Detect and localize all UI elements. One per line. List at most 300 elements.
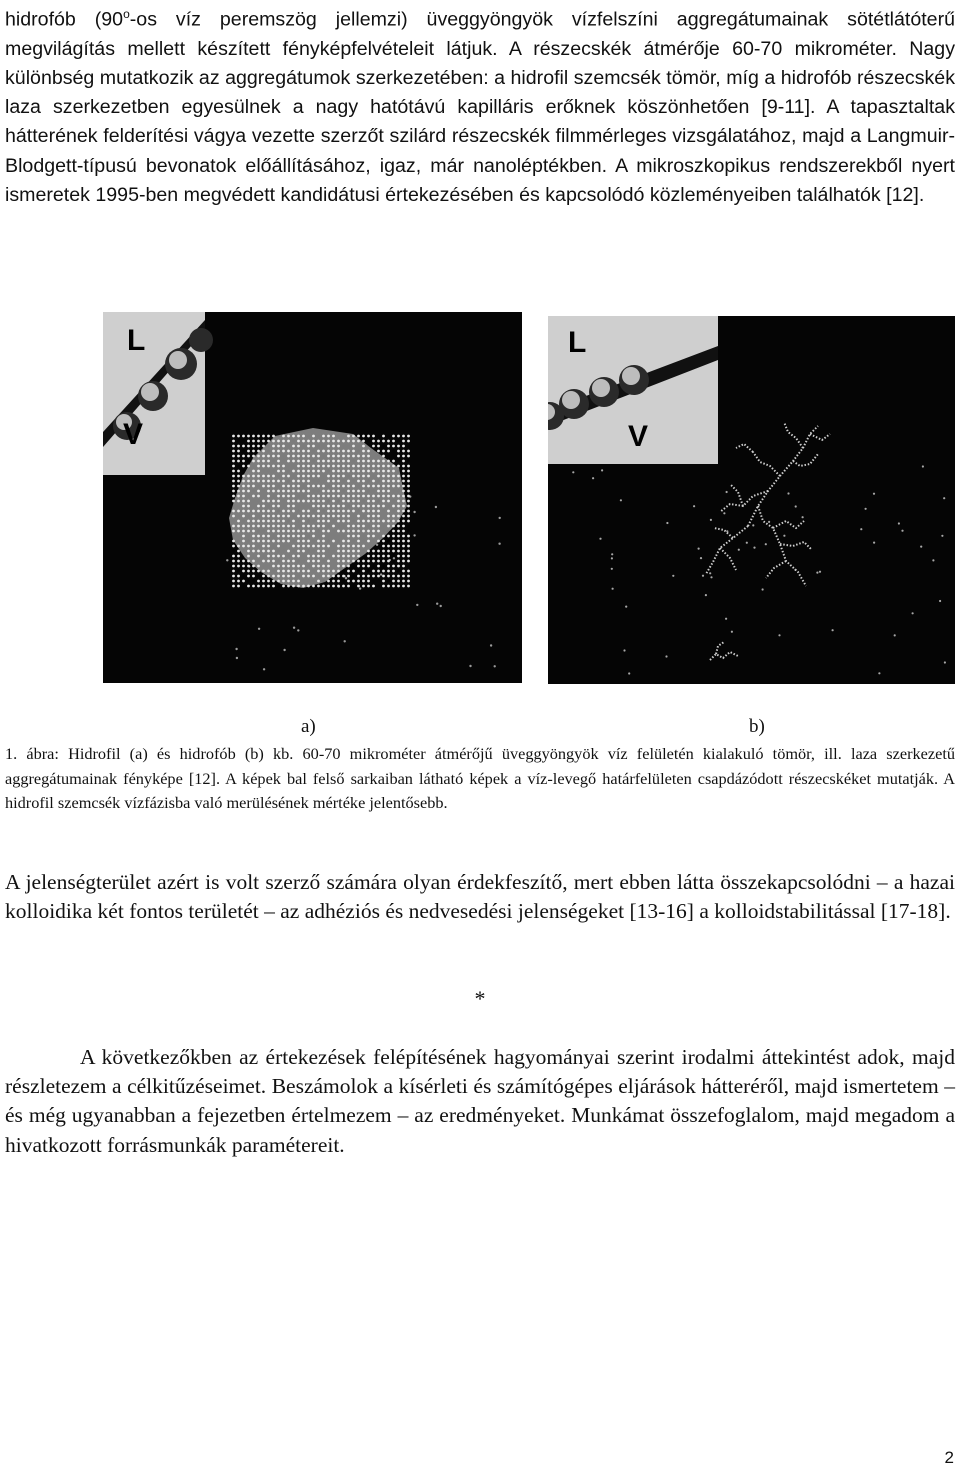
particle xyxy=(277,450,280,453)
particle xyxy=(272,500,275,503)
particle xyxy=(392,525,395,528)
particle xyxy=(302,565,305,568)
particle xyxy=(337,505,340,508)
particle xyxy=(397,540,400,543)
particle xyxy=(377,465,380,468)
particle xyxy=(232,455,235,458)
particle xyxy=(352,500,355,503)
particle xyxy=(342,485,345,488)
particle xyxy=(372,500,375,503)
particle xyxy=(377,520,380,523)
particle xyxy=(402,535,405,538)
particle xyxy=(407,520,410,523)
particle xyxy=(237,510,240,513)
particle xyxy=(257,460,260,463)
particle xyxy=(397,450,400,453)
particle xyxy=(367,495,370,498)
particle xyxy=(802,516,804,518)
particle xyxy=(367,435,370,438)
particle xyxy=(347,575,350,578)
particle xyxy=(322,565,325,568)
particle xyxy=(380,573,382,575)
particle xyxy=(277,555,280,558)
particle xyxy=(287,570,290,573)
particle xyxy=(297,585,300,588)
particle xyxy=(377,570,380,573)
particle xyxy=(287,550,290,553)
particle xyxy=(282,515,285,518)
particle xyxy=(287,585,290,588)
particle xyxy=(572,471,574,473)
particle xyxy=(312,560,315,563)
particle xyxy=(292,530,295,533)
particle xyxy=(327,560,330,563)
particle xyxy=(392,520,395,523)
subfigure-label-b: b) xyxy=(749,716,765,737)
particle xyxy=(372,445,375,448)
particle xyxy=(317,550,320,553)
particle xyxy=(362,450,365,453)
particle xyxy=(723,512,725,514)
particle xyxy=(377,445,380,448)
particle xyxy=(372,520,375,523)
particle xyxy=(317,580,320,583)
particle xyxy=(282,540,285,543)
particle xyxy=(382,470,385,473)
particle xyxy=(347,435,350,438)
particle xyxy=(357,545,360,548)
particle xyxy=(292,575,295,578)
particle xyxy=(297,450,300,453)
particle xyxy=(262,550,265,553)
particle xyxy=(262,540,265,543)
particle xyxy=(337,440,340,443)
particle xyxy=(282,565,285,568)
particle xyxy=(252,565,255,568)
particle xyxy=(407,470,410,473)
particle xyxy=(327,510,330,513)
particle xyxy=(297,550,300,553)
particle xyxy=(342,460,345,463)
particle xyxy=(272,485,275,488)
particle xyxy=(347,540,350,543)
particle xyxy=(267,585,270,588)
particle xyxy=(382,465,385,468)
particle xyxy=(237,500,240,503)
particle xyxy=(272,530,275,533)
particle xyxy=(257,585,260,588)
particle xyxy=(347,455,350,458)
particle xyxy=(397,510,400,513)
particle xyxy=(407,500,410,503)
particle xyxy=(257,445,260,448)
particle xyxy=(322,585,325,588)
particle xyxy=(357,505,360,508)
particle xyxy=(362,565,365,568)
particle xyxy=(912,612,914,614)
particle xyxy=(272,435,275,438)
particle xyxy=(287,435,290,438)
particle xyxy=(322,550,325,553)
particle xyxy=(307,555,310,558)
particle xyxy=(783,535,785,537)
particle xyxy=(352,530,355,533)
particle xyxy=(332,585,335,588)
particle xyxy=(357,565,360,568)
particle xyxy=(302,525,305,528)
particle xyxy=(498,543,500,545)
particle xyxy=(362,445,365,448)
particle xyxy=(297,455,300,458)
particle xyxy=(382,495,385,498)
particle xyxy=(392,475,395,478)
particle xyxy=(277,505,280,508)
particle xyxy=(247,505,250,508)
particle xyxy=(252,475,255,478)
particle xyxy=(377,510,380,513)
particle xyxy=(377,485,380,488)
particle xyxy=(387,585,390,588)
particle xyxy=(347,510,350,513)
particle xyxy=(337,515,340,518)
particle xyxy=(407,495,410,498)
particle xyxy=(322,505,325,508)
particle xyxy=(397,565,400,568)
inset-label-V: V xyxy=(123,418,144,451)
particle xyxy=(407,510,410,513)
particle xyxy=(272,450,275,453)
particle xyxy=(252,455,255,458)
particle xyxy=(332,485,335,488)
particle xyxy=(267,540,270,543)
particle xyxy=(282,475,285,478)
particle xyxy=(347,565,350,568)
particle xyxy=(372,435,375,438)
particle xyxy=(302,455,305,458)
particle xyxy=(382,500,385,503)
particle xyxy=(277,580,280,583)
particle xyxy=(352,545,355,548)
particle xyxy=(232,470,235,473)
particle xyxy=(302,515,305,518)
particle xyxy=(252,440,255,443)
particle xyxy=(402,445,405,448)
particle xyxy=(312,535,315,538)
particle xyxy=(337,575,340,578)
particle xyxy=(402,490,405,493)
particle xyxy=(252,545,255,548)
particle xyxy=(252,525,255,528)
particle xyxy=(252,570,255,573)
particle xyxy=(377,530,380,533)
particle xyxy=(402,450,405,453)
particle xyxy=(317,475,320,478)
particle xyxy=(332,465,335,468)
particle xyxy=(367,455,370,458)
particle xyxy=(312,465,315,468)
particle xyxy=(247,525,250,528)
particle xyxy=(762,588,764,590)
particle xyxy=(292,495,295,498)
particle xyxy=(387,495,390,498)
particle xyxy=(407,550,410,553)
particle xyxy=(407,450,410,453)
particle xyxy=(397,535,400,538)
particle xyxy=(407,515,410,518)
particle xyxy=(302,450,305,453)
particle xyxy=(252,495,255,498)
particle xyxy=(267,440,270,443)
particle xyxy=(377,525,380,528)
particle xyxy=(302,570,305,573)
particle xyxy=(282,535,285,538)
particle xyxy=(382,570,385,573)
particle xyxy=(267,455,270,458)
particle xyxy=(943,497,945,499)
particle xyxy=(382,455,385,458)
particle xyxy=(357,560,360,563)
particle xyxy=(372,550,375,553)
particle xyxy=(257,570,260,573)
particle xyxy=(342,495,345,498)
particle xyxy=(362,475,365,478)
particle xyxy=(347,440,350,443)
particle xyxy=(272,505,275,508)
particle xyxy=(327,460,330,463)
particle xyxy=(367,535,370,538)
particle xyxy=(232,450,235,453)
particle xyxy=(252,575,255,578)
particle xyxy=(317,545,320,548)
particle xyxy=(237,585,240,588)
particle xyxy=(247,585,250,588)
particle xyxy=(402,515,405,518)
figure-a-image xyxy=(103,312,522,683)
particle xyxy=(377,515,380,518)
particle xyxy=(705,594,707,596)
particle xyxy=(257,455,260,458)
particle xyxy=(317,520,320,523)
particle xyxy=(257,465,260,468)
particle xyxy=(292,570,295,573)
particle xyxy=(347,530,350,533)
particle xyxy=(322,460,325,463)
particle xyxy=(302,460,305,463)
particle xyxy=(372,525,375,528)
particle xyxy=(307,490,310,493)
particle xyxy=(292,435,295,438)
particle xyxy=(436,603,438,605)
particle xyxy=(292,525,295,528)
particle xyxy=(342,510,345,513)
particle xyxy=(272,520,275,523)
particle xyxy=(352,490,355,493)
particle xyxy=(367,505,370,508)
particle xyxy=(372,495,375,498)
particle xyxy=(307,530,310,533)
particle xyxy=(332,475,335,478)
particle xyxy=(357,515,360,518)
particle xyxy=(327,450,330,453)
particle xyxy=(307,445,310,448)
particle xyxy=(312,470,315,473)
particle xyxy=(322,535,325,538)
particle xyxy=(357,460,360,463)
particle xyxy=(272,480,275,483)
particle xyxy=(262,445,265,448)
particle xyxy=(267,545,270,548)
particle xyxy=(407,560,410,563)
particle xyxy=(312,500,315,503)
particle xyxy=(322,575,325,578)
particle xyxy=(232,540,235,543)
particle xyxy=(372,570,375,573)
particle xyxy=(232,485,235,488)
particle xyxy=(327,440,330,443)
particle xyxy=(726,491,728,493)
particle xyxy=(402,585,405,588)
particle xyxy=(327,580,330,583)
particle xyxy=(362,525,365,528)
particle xyxy=(377,560,380,563)
particle xyxy=(392,530,395,533)
particle xyxy=(263,668,265,670)
particle xyxy=(267,550,270,553)
particle xyxy=(357,465,360,468)
particle xyxy=(352,550,355,553)
particle xyxy=(312,505,315,508)
particle xyxy=(302,575,305,578)
particle xyxy=(731,631,733,633)
particle xyxy=(292,535,295,538)
particle xyxy=(392,460,395,463)
particle xyxy=(242,515,245,518)
particle xyxy=(362,545,365,548)
particle xyxy=(247,570,250,573)
particle xyxy=(292,500,295,503)
particle xyxy=(327,570,330,573)
particle xyxy=(397,575,400,578)
particle xyxy=(752,524,754,526)
particle xyxy=(357,480,360,483)
particle xyxy=(302,585,305,588)
particle xyxy=(272,475,275,478)
particle xyxy=(242,535,245,538)
particle xyxy=(372,465,375,468)
particle xyxy=(382,580,385,583)
particle xyxy=(327,530,330,533)
particle xyxy=(402,440,405,443)
figure-panel-a xyxy=(103,312,522,683)
particle xyxy=(292,445,295,448)
particle xyxy=(932,559,934,561)
particle xyxy=(277,455,280,458)
particle xyxy=(332,515,335,518)
particle xyxy=(237,475,240,478)
particle xyxy=(302,530,305,533)
particle xyxy=(327,545,330,548)
particle xyxy=(901,530,903,532)
particle xyxy=(342,500,345,503)
particle xyxy=(287,510,290,513)
particle xyxy=(297,480,300,483)
particle xyxy=(362,490,365,493)
particle xyxy=(317,440,320,443)
particle xyxy=(342,555,345,558)
particle xyxy=(322,450,325,453)
particle xyxy=(322,570,325,573)
particle xyxy=(267,510,270,513)
particle xyxy=(292,555,295,558)
particle xyxy=(402,465,405,468)
particle xyxy=(282,445,285,448)
particle xyxy=(337,580,340,583)
particle xyxy=(397,525,400,528)
particle xyxy=(352,560,355,563)
particle xyxy=(312,575,315,578)
particle xyxy=(322,495,325,498)
particle xyxy=(357,575,360,578)
particle xyxy=(347,570,350,573)
particle xyxy=(367,485,370,488)
particle xyxy=(267,560,270,563)
particle xyxy=(282,470,285,473)
particle xyxy=(337,565,340,568)
particle xyxy=(337,490,340,493)
particle xyxy=(382,585,385,588)
particle xyxy=(267,475,270,478)
particle xyxy=(277,530,280,533)
particle xyxy=(865,508,867,510)
particle xyxy=(287,575,290,578)
inset-label-L: L xyxy=(568,326,587,359)
particle xyxy=(332,480,335,483)
particle xyxy=(357,475,360,478)
particle xyxy=(337,445,340,448)
particle xyxy=(272,575,275,578)
particle xyxy=(232,560,235,563)
particle xyxy=(317,500,320,503)
particle xyxy=(267,495,270,498)
particle xyxy=(387,525,390,528)
particle xyxy=(407,490,410,493)
particle xyxy=(362,480,365,483)
particle xyxy=(237,545,240,548)
particle xyxy=(257,565,260,568)
particle xyxy=(387,510,390,513)
particle xyxy=(282,485,285,488)
particle xyxy=(257,555,260,558)
intro-text-start: hidrofób (90 xyxy=(5,8,124,31)
particle xyxy=(307,450,310,453)
particle xyxy=(725,618,727,620)
particle xyxy=(367,465,370,468)
particle xyxy=(352,510,355,513)
particle xyxy=(236,657,238,659)
particle xyxy=(392,465,395,468)
particle xyxy=(362,435,365,438)
particle xyxy=(317,455,320,458)
particle xyxy=(293,627,295,629)
particle xyxy=(347,460,350,463)
particle xyxy=(352,570,355,573)
particle xyxy=(402,575,405,578)
particle xyxy=(262,460,265,463)
particle xyxy=(267,570,270,573)
particle xyxy=(332,575,335,578)
particle xyxy=(698,548,700,550)
particle xyxy=(347,480,350,483)
